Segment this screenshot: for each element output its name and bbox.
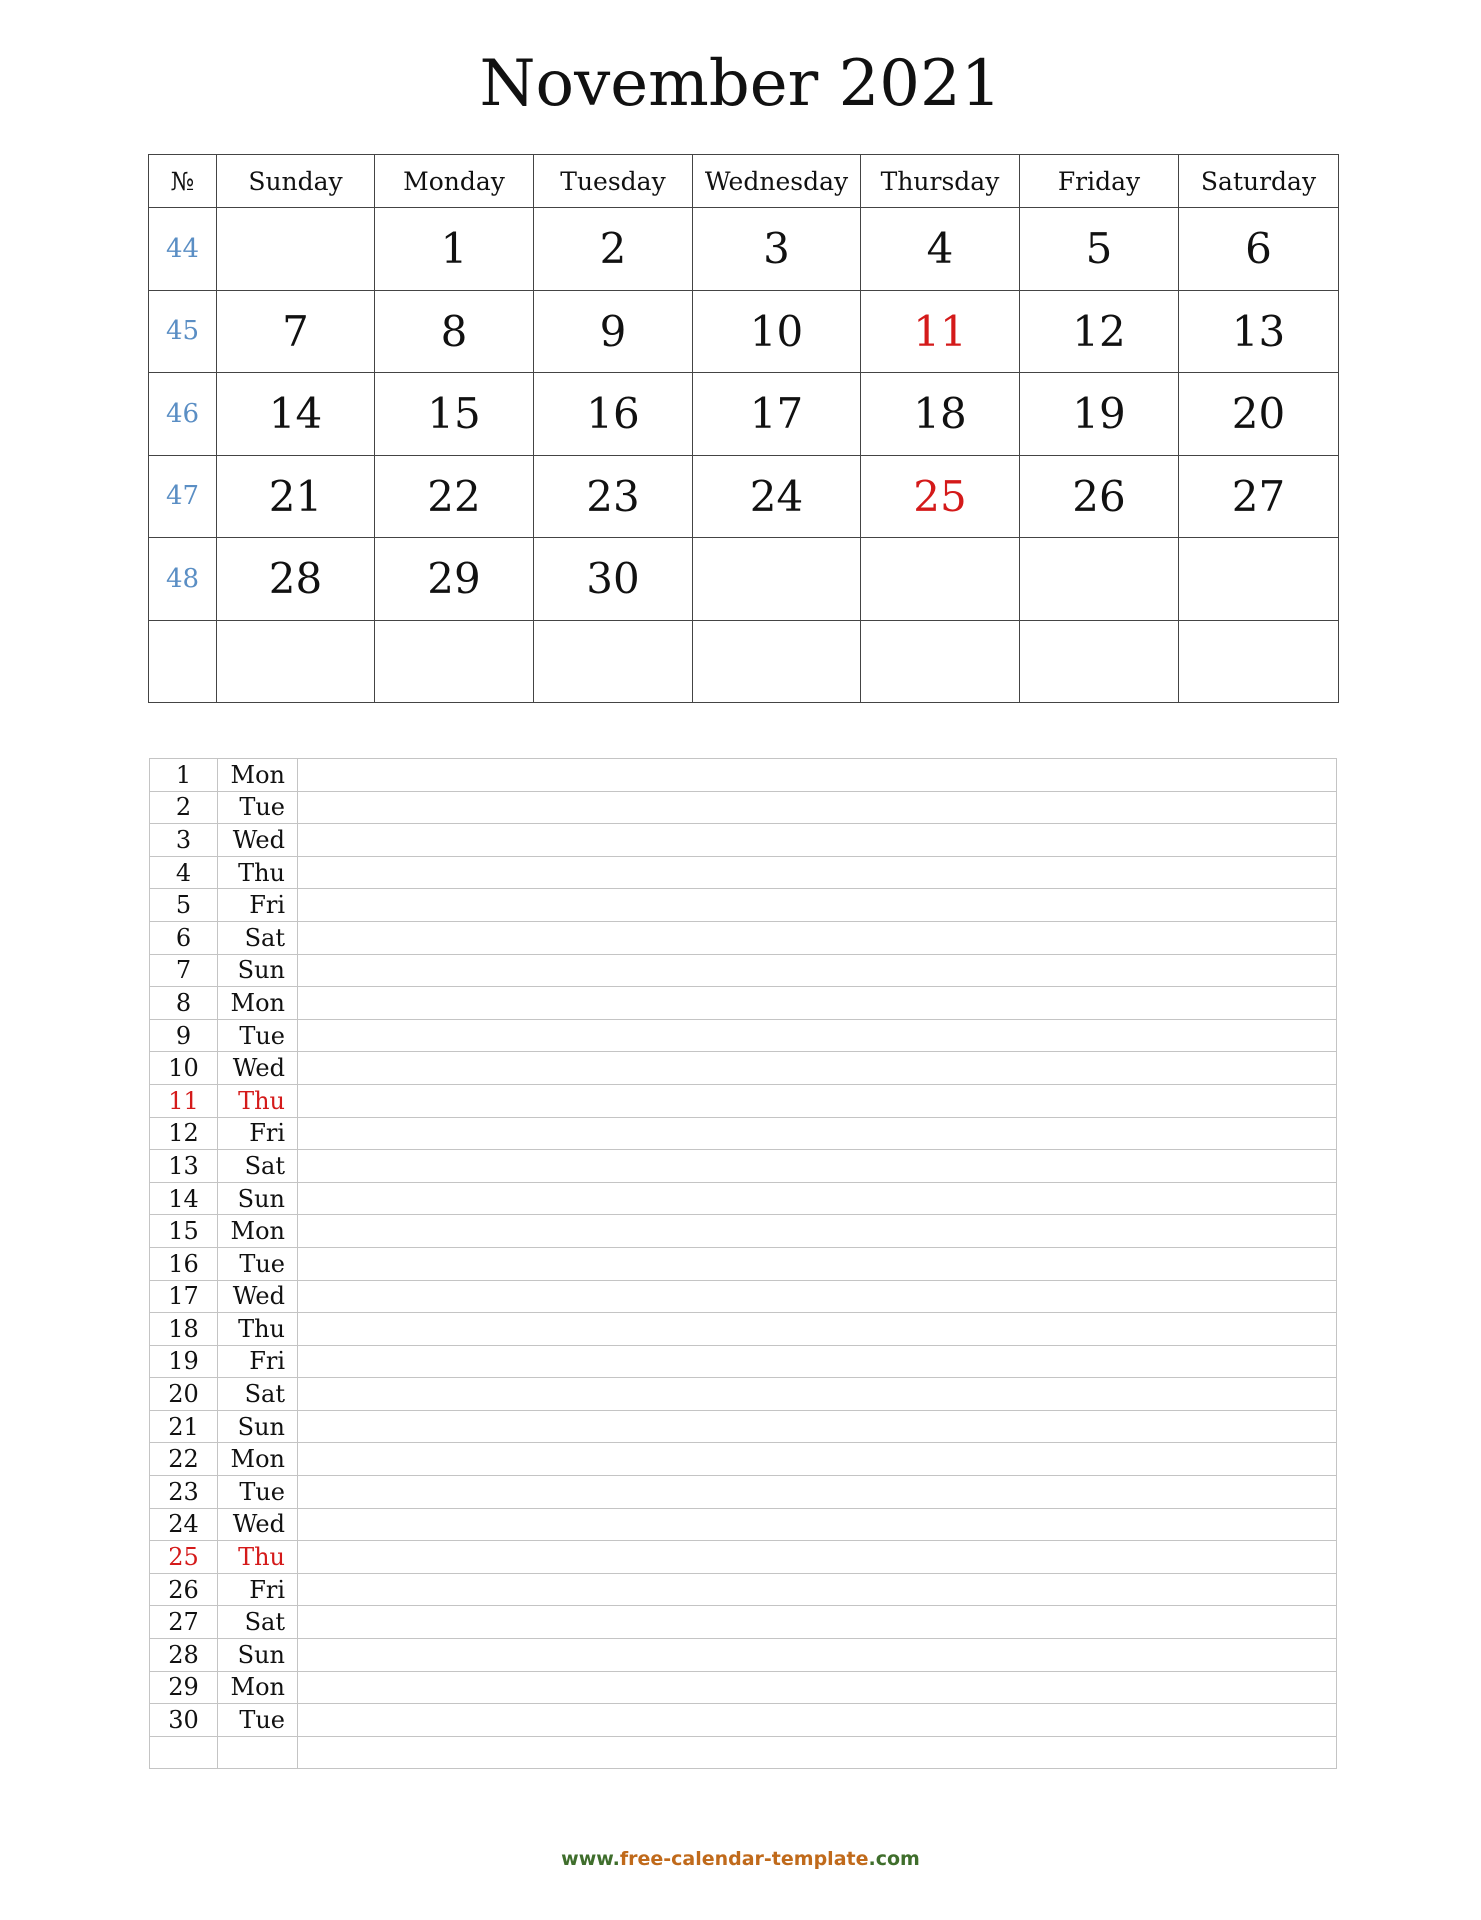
list-notes-cell [298, 987, 1337, 1020]
list-weekday: Tue [218, 1704, 298, 1737]
list-notes-cell [298, 791, 1337, 824]
list-day-number: 20 [150, 1378, 218, 1411]
list-weekday: Thu [218, 1313, 298, 1346]
list-notes-cell [298, 1443, 1337, 1476]
list-notes-cell [298, 1117, 1337, 1150]
day-cell: 23 [534, 455, 693, 538]
list-day-number: 19 [150, 1345, 218, 1378]
list-item [150, 889, 1337, 922]
day-cell: 2 [534, 208, 693, 291]
week-row [149, 208, 1339, 291]
list-day-number: 15 [150, 1215, 218, 1248]
list-notes-cell [298, 1019, 1337, 1052]
week-number: 48 [149, 538, 217, 621]
list-item [150, 1345, 1337, 1378]
day-cell: 6 [1179, 208, 1339, 291]
list-day-number: 2 [150, 791, 218, 824]
list-day-number: 12 [150, 1117, 218, 1150]
list-weekday: Tue [218, 791, 298, 824]
list-item [150, 1671, 1337, 1704]
list-item [150, 1052, 1337, 1085]
week-number: 47 [149, 455, 217, 538]
list-notes-cell [298, 921, 1337, 954]
list-item [150, 1704, 1337, 1737]
day-cell: 28 [217, 538, 375, 621]
day-cell: 4 [861, 208, 1020, 291]
list-weekday: Sat [218, 921, 298, 954]
list-day-number: 4 [150, 856, 218, 889]
list-weekday: Sun [218, 1639, 298, 1672]
list-day-number: 13 [150, 1150, 218, 1183]
list-weekday: Wed [218, 1052, 298, 1085]
day-cell [1020, 620, 1179, 703]
day-cell: 13 [1179, 290, 1339, 373]
day-cell: 17 [693, 373, 861, 456]
list-weekday: Mon [218, 1671, 298, 1704]
footer-domain: free-calendar-template [619, 1848, 869, 1870]
day-cell: 14 [217, 373, 375, 456]
list-notes-cell [298, 1215, 1337, 1248]
list-notes-cell [298, 1671, 1337, 1704]
day-cell [217, 208, 375, 291]
week-number [149, 620, 217, 703]
list-notes-cell [298, 1573, 1337, 1606]
list-notes-cell [298, 1150, 1337, 1183]
list-weekday: Wed [218, 1508, 298, 1541]
list-item [150, 954, 1337, 987]
list-day-number: 14 [150, 1182, 218, 1215]
day-cell: 20 [1179, 373, 1339, 456]
list-item [150, 987, 1337, 1020]
list-item [150, 1150, 1337, 1183]
list-notes-cell [298, 759, 1337, 792]
list-notes-cell [298, 1476, 1337, 1509]
list-item [150, 1280, 1337, 1313]
weekday-header: Tuesday [534, 155, 693, 208]
list-weekday: Fri [218, 1117, 298, 1150]
day-cell: 18 [861, 373, 1020, 456]
list-notes-cell [298, 1639, 1337, 1672]
list-weekday: Sun [218, 1410, 298, 1443]
list-day-number: 10 [150, 1052, 218, 1085]
day-cell: 22 [375, 455, 534, 538]
list-weekday: Sun [218, 1182, 298, 1215]
week-row [149, 620, 1339, 703]
day-cell: 5 [1020, 208, 1179, 291]
list-notes-cell [298, 1247, 1337, 1280]
list-notes-cell [298, 1736, 1337, 1769]
list-weekday: Sat [218, 1606, 298, 1639]
weekday-header: Thursday [861, 155, 1020, 208]
list-weekday: Tue [218, 1247, 298, 1280]
list-item [150, 921, 1337, 954]
list-weekday: Sat [218, 1150, 298, 1183]
list-notes-cell [298, 1280, 1337, 1313]
list-weekday: Wed [218, 824, 298, 857]
list-weekday [218, 1736, 298, 1769]
day-cell [1179, 538, 1339, 621]
week-row [149, 538, 1339, 621]
list-item [150, 1606, 1337, 1639]
list-item [150, 1182, 1337, 1215]
list-notes-cell [298, 1508, 1337, 1541]
list-item [150, 1443, 1337, 1476]
list-weekday: Fri [218, 1573, 298, 1606]
daily-notes-list [149, 758, 1337, 1769]
list-weekday: Wed [218, 1280, 298, 1313]
day-cell: 8 [375, 290, 534, 373]
list-day-number: 16 [150, 1247, 218, 1280]
list-day-number: 1 [150, 759, 218, 792]
day-cell [693, 538, 861, 621]
list-day-number: 11 [150, 1084, 218, 1117]
list-item [150, 1476, 1337, 1509]
list-notes-cell [298, 1084, 1337, 1117]
day-cell: 27 [1179, 455, 1339, 538]
list-day-number: 17 [150, 1280, 218, 1313]
list-weekday: Sun [218, 954, 298, 987]
list-day-number: 27 [150, 1606, 218, 1639]
day-cell: 24 [693, 455, 861, 538]
weekday-header: Friday [1020, 155, 1179, 208]
list-notes-cell [298, 1052, 1337, 1085]
list-day-number: 21 [150, 1410, 218, 1443]
week-number: 44 [149, 208, 217, 291]
list-day-number: 7 [150, 954, 218, 987]
week-row [149, 290, 1339, 373]
list-item [150, 1215, 1337, 1248]
calendar-title: November 2021 [479, 47, 1002, 121]
day-cell: 29 [375, 538, 534, 621]
list-item [150, 1247, 1337, 1280]
list-item [150, 791, 1337, 824]
day-cell: 9 [534, 290, 693, 373]
list-weekday: Thu [218, 1084, 298, 1117]
day-cell: 3 [693, 208, 861, 291]
list-notes-cell [298, 1378, 1337, 1411]
day-cell: 16 [534, 373, 693, 456]
week-number: 46 [149, 373, 217, 456]
day-cell: 12 [1020, 290, 1179, 373]
list-item [150, 1378, 1337, 1411]
day-cell [1179, 620, 1339, 703]
list-day-number: 9 [150, 1019, 218, 1052]
list-day-number: 22 [150, 1443, 218, 1476]
week-row [149, 455, 1339, 538]
day-cell: 7 [217, 290, 375, 373]
list-notes-cell [298, 1410, 1337, 1443]
day-cell: 1 [375, 208, 534, 291]
list-item [150, 1736, 1337, 1769]
list-notes-cell [298, 889, 1337, 922]
list-notes-cell [298, 824, 1337, 857]
weekday-header: Monday [375, 155, 534, 208]
list-day-number: 28 [150, 1639, 218, 1672]
list-weekday: Mon [218, 1443, 298, 1476]
list-day-number: 25 [150, 1541, 218, 1574]
footer-suffix: .com [868, 1848, 920, 1870]
footer-prefix: www. [561, 1848, 620, 1870]
list-item [150, 1410, 1337, 1443]
day-cell [534, 620, 693, 703]
list-day-number: 6 [150, 921, 218, 954]
day-cell [217, 620, 375, 703]
week-number: 45 [149, 290, 217, 373]
list-weekday: Tue [218, 1019, 298, 1052]
list-item [150, 1573, 1337, 1606]
week-number-header: № [149, 155, 217, 208]
list-notes-cell [298, 954, 1337, 987]
list-item [150, 824, 1337, 857]
list-notes-cell [298, 1345, 1337, 1378]
day-cell [693, 620, 861, 703]
list-weekday: Thu [218, 1541, 298, 1574]
list-notes-cell [298, 1313, 1337, 1346]
list-weekday: Thu [218, 856, 298, 889]
month-grid [148, 154, 1339, 703]
day-cell [861, 620, 1020, 703]
day-cell: 30 [534, 538, 693, 621]
list-item [150, 1508, 1337, 1541]
list-day-number: 3 [150, 824, 218, 857]
list-weekday: Fri [218, 889, 298, 922]
weekday-header-row [149, 155, 1339, 208]
list-item [150, 1541, 1337, 1574]
list-item [150, 1019, 1337, 1052]
list-item [150, 1639, 1337, 1672]
list-weekday: Tue [218, 1476, 298, 1509]
day-cell [861, 538, 1020, 621]
list-notes-cell [298, 1606, 1337, 1639]
footer-url [0, 1848, 1481, 1870]
day-cell [375, 620, 534, 703]
day-cell: 26 [1020, 455, 1179, 538]
list-weekday: Fri [218, 1345, 298, 1378]
weekday-header: Sunday [217, 155, 375, 208]
list-day-number: 30 [150, 1704, 218, 1737]
list-item [150, 759, 1337, 792]
list-day-number: 26 [150, 1573, 218, 1606]
list-notes-cell [298, 1541, 1337, 1574]
list-notes-cell [298, 1704, 1337, 1737]
day-cell: 19 [1020, 373, 1179, 456]
list-weekday: Mon [218, 1215, 298, 1248]
day-cell: 11 [861, 290, 1020, 373]
weekday-header: Saturday [1179, 155, 1339, 208]
list-item [150, 856, 1337, 889]
day-cell: 21 [217, 455, 375, 538]
weekday-header: Wednesday [693, 155, 861, 208]
day-cell: 25 [861, 455, 1020, 538]
list-day-number: 29 [150, 1671, 218, 1704]
list-item [150, 1084, 1337, 1117]
week-row [149, 373, 1339, 456]
day-cell: 10 [693, 290, 861, 373]
list-weekday: Sat [218, 1378, 298, 1411]
list-notes-cell [298, 1182, 1337, 1215]
list-day-number: 8 [150, 987, 218, 1020]
day-cell: 15 [375, 373, 534, 456]
list-notes-cell [298, 856, 1337, 889]
list-day-number: 24 [150, 1508, 218, 1541]
list-item [150, 1313, 1337, 1346]
list-day-number: 23 [150, 1476, 218, 1509]
list-day-number: 18 [150, 1313, 218, 1346]
list-weekday: Mon [218, 759, 298, 792]
list-weekday: Mon [218, 987, 298, 1020]
list-item [150, 1117, 1337, 1150]
day-cell [1020, 538, 1179, 621]
list-day-number [150, 1736, 218, 1769]
list-day-number: 5 [150, 889, 218, 922]
